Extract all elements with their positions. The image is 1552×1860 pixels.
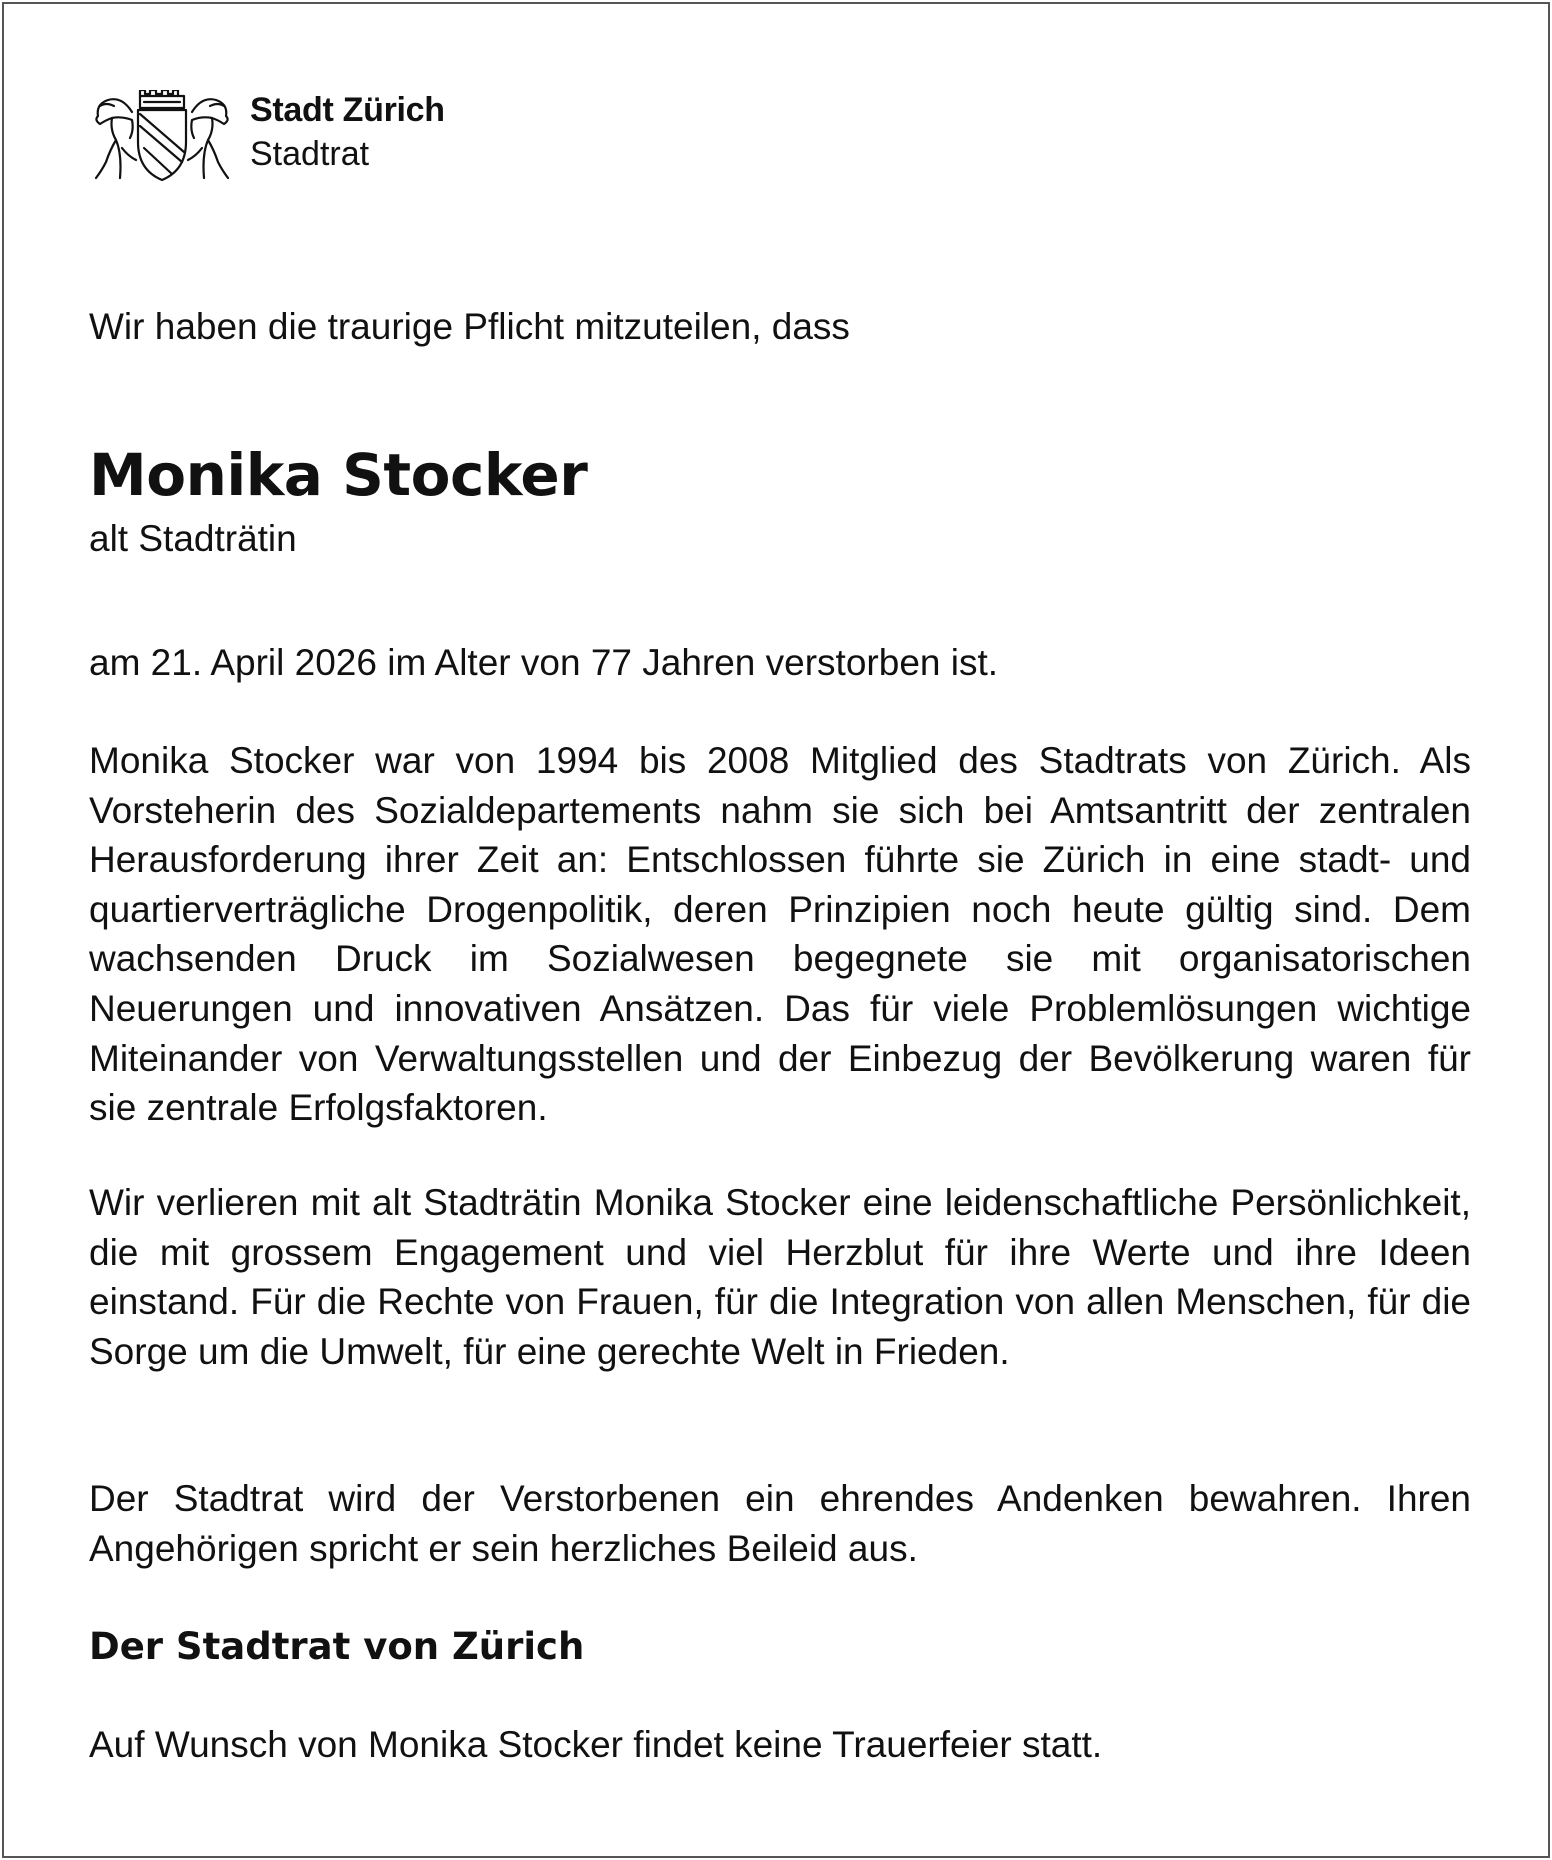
paragraph-tribute: Wir verlieren mit alt Stadträtin Monika Stocker eine leidenschaftliche Persönlichkeit, die mit grossem Engagement und viel Herzblut für ihre Werte und ihre Ideen einstand. Für die Rechte von Frauen, für die Integration von allen Menschen, für die Sorge um die Umwelt, für eine gerechte Welt in Frieden. [89, 1182, 1471, 1372]
org-unit: Stadtrat [250, 135, 370, 173]
signature: Der Stadtrat von Zürich [89, 1625, 585, 1668]
org-header [250, 88, 445, 176]
deceased-name: Monika Stocker [89, 441, 588, 509]
closing-line: Auf Wunsch von Monika Stocker findet keine Trauerfeier statt. [89, 1724, 1103, 1765]
paragraph-career: Monika Stocker war von 1994 bis 2008 Mitglied des Stadtrats von Zürich. Als Vorsteherin des Sozialdepartements nahm sie sich bei Amtsantritt der zentralen Herausforderung ihrer Zeit an: Entschlossen führte sie Zürich in eine stadt- und quartierverträgliche Drogenpolitik, deren Prinzipien noch heute gültig sind. Dem wachsenden Druck im Sozialwesen begegnete sie mit organisatorischen Neuerungen und innovativen Ansätzen. Das für viele Problemlösungen wichtige Miteinander von Verwaltungsstellen und der Einbezug der Bevölkerung waren für sie zentrale Erfolgsfaktoren. [89, 740, 1471, 1129]
org-name: Stadt Zürich [250, 91, 445, 129]
notice-frame [2, 2, 1550, 1858]
death-line: am 21. April 2026 im Alter von 77 Jahren verstorben ist. [89, 642, 999, 683]
zurich-coat-of-arms-logo [92, 90, 232, 182]
paragraph-condolence: Der Stadtrat wird der Verstorbenen ein ehrendes Andenken bewahren. Ihren Angehörigen spricht er sein herzliches Beileid aus. [89, 1478, 1471, 1569]
intro-line: Wir haben die traurige Pflicht mitzuteilen, dass [89, 306, 850, 347]
deceased-title: alt Stadträtin [89, 518, 297, 559]
